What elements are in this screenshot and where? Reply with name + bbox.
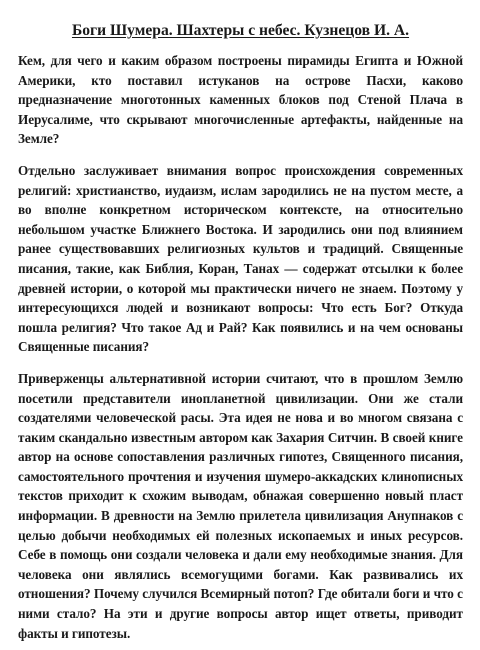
paragraph-mysteries: Кем, для чего и каким образом построены пирамиды Египта и Южной Америки, кто поставил истуканов на острове Пасхи, каково предназначение многотонных каменных блоков под Стеной Плача в Иерусалиме, что скрывают многочисленные артефакты, найденные на Земле? bbox=[18, 53, 463, 147]
paragraph-alternative-history: Приверженцы альтернативной истории считают, что в прошлом Землю посетили представители инопланетной цивилизации. Они же стали создателями человеческой расы. Эта идея не нова и во многом связана с таким скандально известным автором как Захария Ситчин. В своей книге автор на основе сопоставления различных гипотез, Священного писания, самостоятельного прочтения и изучения шумеро-аккадских клинописных текстов приходит к схожим выводам, обнажая совершенно новый пласт информации. В древности на Землю прилетела цивилизация Анупнаков с целью добычи необходимых ей полезных ископаемых и иных ресурсов. Себе в помощь они создали человека и дали ему необходимые знания. Для человека они являлись всемогущими богами. Как развивались их отношения? Почему случился Всемирный потоп? Где обитали боги и что с ними стало? На эти и другие вопросы автор ищет ответы, приводит факты и гипотезы. bbox=[18, 370, 463, 641]
paragraph-religions: Отдельно заслуживает внимания вопрос происхождения современных религий: христианство, иудаизм, ислам зародились не на пустом месте, а во вполне конкретном историческом контексте, на относительно небольшом участке Ближнего Востока. И зародились они под влиянием ранее существовавших религиозных культов и традиций. Священные писания, такие, как Библия, Коран, Танах — содержат отсылки к более древней истории, о которой мы практически ничего не знаем. Поэтому у интересующихся людей и возникают вопросы: Что есть Бог? Откуда пошла религия? Что такое Ад и Рай? Как появились и на чем основаны Священные писания? bbox=[18, 162, 463, 355]
document-title: Боги Шумера. Шахтеры с небес. Кузнецов И. А. bbox=[71, 22, 410, 39]
